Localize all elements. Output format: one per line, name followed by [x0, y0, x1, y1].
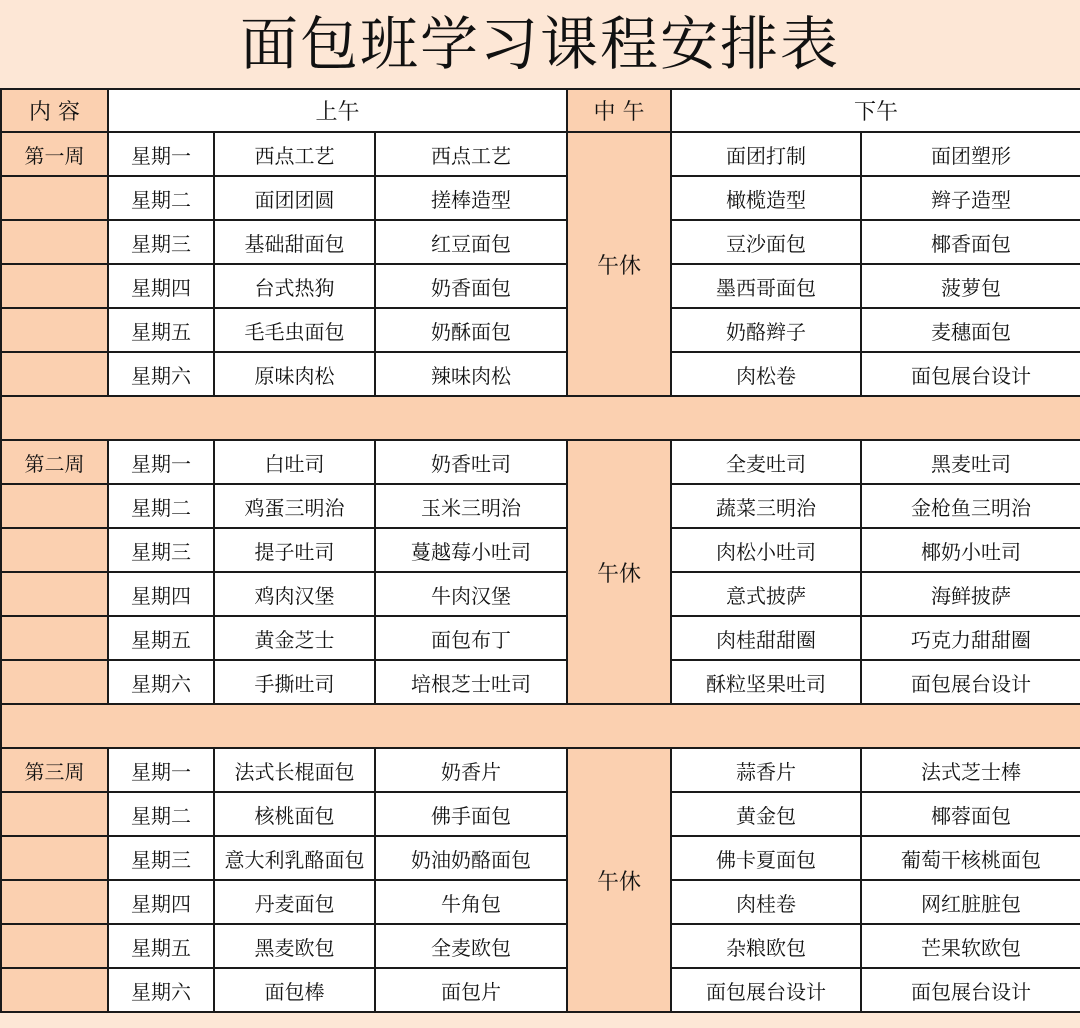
- week-label-empty: [1, 792, 108, 836]
- table-row: [1, 484, 1080, 528]
- day-label: 星期四: [108, 880, 214, 924]
- week-label: 第三周: [1, 748, 108, 792]
- morning-class-1: 核桃面包: [214, 792, 375, 836]
- week-separator: [1, 396, 1080, 440]
- table-row: [1, 176, 1080, 220]
- morning-class-2: 培根芝士吐司: [375, 660, 567, 704]
- table-row: [1, 924, 1080, 968]
- morning-class-2: 面包片: [375, 968, 567, 1012]
- week-label-empty: [1, 264, 108, 308]
- afternoon-class-2: 菠萝包: [861, 264, 1080, 308]
- day-label: 星期四: [108, 264, 214, 308]
- morning-class-1: 面包棒: [214, 968, 375, 1012]
- table-row: [1, 352, 1080, 396]
- afternoon-class-2: 法式芝士棒: [861, 748, 1080, 792]
- header-noon: 中 午: [567, 89, 671, 132]
- table-row: [1, 220, 1080, 264]
- day-label: 星期四: [108, 572, 214, 616]
- morning-class-1: 丹麦面包: [214, 880, 375, 924]
- afternoon-class-2: 椰香面包: [861, 220, 1080, 264]
- week-label-empty: [1, 176, 108, 220]
- week-label-empty: [1, 572, 108, 616]
- afternoon-class-1: 肉松小吐司: [671, 528, 861, 572]
- afternoon-class-2: 黑麦吐司: [861, 440, 1080, 484]
- morning-class-1: 面团团圆: [214, 176, 375, 220]
- week-label-empty: [1, 352, 108, 396]
- day-label: 星期六: [108, 968, 214, 1012]
- afternoon-class-1: 肉松卷: [671, 352, 861, 396]
- day-label: 星期六: [108, 352, 214, 396]
- week-label-empty: [1, 660, 108, 704]
- week-label: 第一周: [1, 132, 108, 176]
- afternoon-class-2: 辫子造型: [861, 176, 1080, 220]
- morning-class-2: 佛手面包: [375, 792, 567, 836]
- afternoon-class-2: 芒果软欧包: [861, 924, 1080, 968]
- afternoon-class-1: 橄榄造型: [671, 176, 861, 220]
- afternoon-class-1: 奶酪辫子: [671, 308, 861, 352]
- table-row: [1, 836, 1080, 880]
- day-label: 星期二: [108, 176, 214, 220]
- header-content: 内 容: [1, 89, 108, 132]
- table-row: [1, 440, 1080, 484]
- afternoon-class-1: 豆沙面包: [671, 220, 861, 264]
- morning-class-1: 西点工艺: [214, 132, 375, 176]
- afternoon-class-1: 面团打制: [671, 132, 861, 176]
- noon-break: 午休: [567, 132, 671, 396]
- week-label-empty: [1, 880, 108, 924]
- table-row: [1, 308, 1080, 352]
- morning-class-1: 黑麦欧包: [214, 924, 375, 968]
- afternoon-class-2: 椰蓉面包: [861, 792, 1080, 836]
- morning-class-1: 台式热狗: [214, 264, 375, 308]
- afternoon-class-1: 蔬菜三明治: [671, 484, 861, 528]
- table-row: [1, 528, 1080, 572]
- morning-class-2: 搓棒造型: [375, 176, 567, 220]
- table-row: [1, 660, 1080, 704]
- week-label-empty: [1, 836, 108, 880]
- week-label-empty: [1, 220, 108, 264]
- table-row: [1, 572, 1080, 616]
- afternoon-class-1: 蒜香片: [671, 748, 861, 792]
- week-separator: [1, 704, 1080, 748]
- day-label: 星期一: [108, 748, 214, 792]
- afternoon-class-2: 面团塑形: [861, 132, 1080, 176]
- morning-class-2: 牛肉汉堡: [375, 572, 567, 616]
- table-row: [1, 748, 1080, 792]
- table-row: [1, 968, 1080, 1012]
- morning-class-2: 奶油奶酪面包: [375, 836, 567, 880]
- morning-class-1: 毛毛虫面包: [214, 308, 375, 352]
- afternoon-class-1: 肉桂卷: [671, 880, 861, 924]
- morning-class-2: 奶酥面包: [375, 308, 567, 352]
- morning-class-2: 奶香面包: [375, 264, 567, 308]
- noon-break: 午休: [567, 440, 671, 704]
- afternoon-class-2: 金枪鱼三明治: [861, 484, 1080, 528]
- day-label: 星期二: [108, 792, 214, 836]
- day-label: 星期三: [108, 836, 214, 880]
- header-row: [1, 89, 1080, 132]
- day-label: 星期二: [108, 484, 214, 528]
- morning-class-1: 法式长棍面包: [214, 748, 375, 792]
- afternoon-class-2: 椰奶小吐司: [861, 528, 1080, 572]
- morning-class-1: 鸡蛋三明治: [214, 484, 375, 528]
- table-row: [1, 792, 1080, 836]
- afternoon-class-1: 肉桂甜甜圈: [671, 616, 861, 660]
- afternoon-class-2: 麦穗面包: [861, 308, 1080, 352]
- afternoon-class-1: 黄金包: [671, 792, 861, 836]
- afternoon-class-1: 意式披萨: [671, 572, 861, 616]
- morning-class-1: 意大利乳酪面包: [214, 836, 375, 880]
- afternoon-class-2: 面包展台设计: [861, 968, 1080, 1012]
- morning-class-1: 原味肉松: [214, 352, 375, 396]
- table-row: [1, 264, 1080, 308]
- morning-class-2: 蔓越莓小吐司: [375, 528, 567, 572]
- week-label-empty: [1, 528, 108, 572]
- morning-class-2: 面包布丁: [375, 616, 567, 660]
- afternoon-class-2: 海鲜披萨: [861, 572, 1080, 616]
- table-row: [1, 132, 1080, 176]
- morning-class-1: 基础甜面包: [214, 220, 375, 264]
- header-afternoon: 下午: [671, 89, 1080, 132]
- afternoon-class-2: 巧克力甜甜圈: [861, 616, 1080, 660]
- table-row: [1, 880, 1080, 924]
- afternoon-class-1: 佛卡夏面包: [671, 836, 861, 880]
- morning-class-1: 黄金芝士: [214, 616, 375, 660]
- morning-class-2: 玉米三明治: [375, 484, 567, 528]
- week-separator-band: [1, 396, 1080, 440]
- afternoon-class-2: 网红脏脏包: [861, 880, 1080, 924]
- morning-class-2: 全麦欧包: [375, 924, 567, 968]
- morning-class-2: 西点工艺: [375, 132, 567, 176]
- day-label: 星期一: [108, 132, 214, 176]
- noon-break: 午休: [567, 748, 671, 1012]
- page-title: 面包班学习课程安排表: [0, 0, 1080, 88]
- morning-class-1: 提子吐司: [214, 528, 375, 572]
- afternoon-class-1: 全麦吐司: [671, 440, 861, 484]
- morning-class-1: 手撕吐司: [214, 660, 375, 704]
- header-morning: 上午: [108, 89, 567, 132]
- day-label: 星期一: [108, 440, 214, 484]
- day-label: 星期五: [108, 924, 214, 968]
- afternoon-class-2: 葡萄干核桃面包: [861, 836, 1080, 880]
- day-label: 星期三: [108, 220, 214, 264]
- morning-class-1: 白吐司: [214, 440, 375, 484]
- table-row: [1, 616, 1080, 660]
- day-label: 星期五: [108, 616, 214, 660]
- day-label: 星期六: [108, 660, 214, 704]
- week-label-empty: [1, 616, 108, 660]
- week-label-empty: [1, 308, 108, 352]
- afternoon-class-1: 面包展台设计: [671, 968, 861, 1012]
- morning-class-2: 辣味肉松: [375, 352, 567, 396]
- morning-class-2: 奶香吐司: [375, 440, 567, 484]
- morning-class-2: 红豆面包: [375, 220, 567, 264]
- afternoon-class-1: 酥粒坚果吐司: [671, 660, 861, 704]
- schedule-table: [0, 88, 1080, 1013]
- afternoon-class-1: 杂粮欧包: [671, 924, 861, 968]
- week-label-empty: [1, 968, 108, 1012]
- morning-class-2: 牛角包: [375, 880, 567, 924]
- afternoon-class-2: 面包展台设计: [861, 660, 1080, 704]
- week-label: 第二周: [1, 440, 108, 484]
- week-separator-band: [1, 704, 1080, 748]
- day-label: 星期三: [108, 528, 214, 572]
- afternoon-class-2: 面包展台设计: [861, 352, 1080, 396]
- week-label-empty: [1, 924, 108, 968]
- morning-class-2: 奶香片: [375, 748, 567, 792]
- week-label-empty: [1, 484, 108, 528]
- day-label: 星期五: [108, 308, 214, 352]
- morning-class-1: 鸡肉汉堡: [214, 572, 375, 616]
- afternoon-class-1: 墨西哥面包: [671, 264, 861, 308]
